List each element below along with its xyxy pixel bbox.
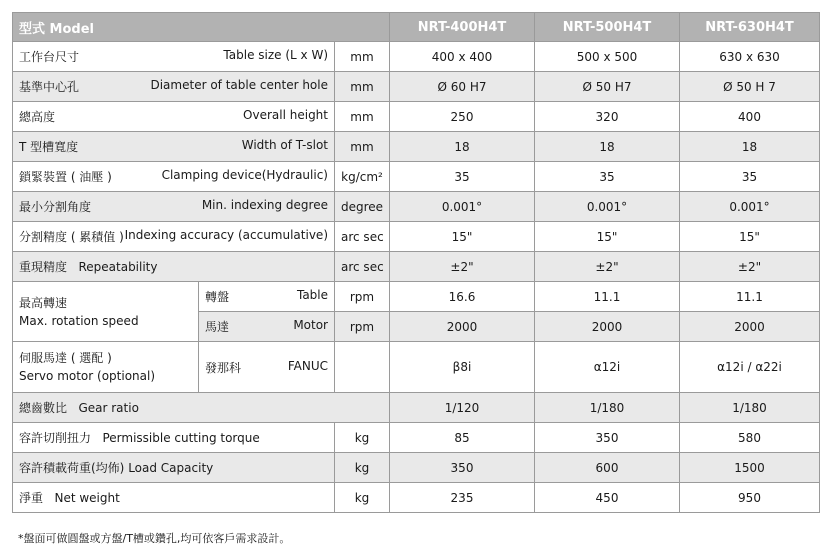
label-en: Gear ratio xyxy=(78,401,139,415)
label-en: Width of T-slot xyxy=(241,138,328,152)
sub-label xyxy=(199,312,335,342)
unit-cell: mm xyxy=(335,132,390,162)
label-en: Min. indexing degree xyxy=(201,198,328,212)
label-en: Net weight xyxy=(54,491,120,505)
table-row-t-slot xyxy=(13,132,820,162)
value-cell: 450 xyxy=(535,483,680,513)
sub-label-en: Motor xyxy=(293,318,328,332)
footnote: *盤面可做圓盤或方盤/T槽或鑽孔,均可依客戶需求設計。 xyxy=(18,532,291,545)
row-label xyxy=(13,453,335,483)
table-row-cutting-torque xyxy=(13,423,820,453)
value-cell: 1/120 xyxy=(390,393,535,423)
value-cell: 35 xyxy=(535,162,680,192)
label-cn: 最高轉速 xyxy=(19,295,68,310)
value-cell: 400 x 400 xyxy=(390,42,535,72)
value-cell: 580 xyxy=(680,423,820,453)
value-cell: α12i xyxy=(535,342,680,393)
value-cell: 18 xyxy=(680,132,820,162)
label-en: Diameter of table center hole xyxy=(150,78,328,92)
spec-table xyxy=(12,12,820,513)
label-en: Indexing accuracy (accumulative) xyxy=(124,228,328,242)
label-en: Repeatability xyxy=(78,260,158,274)
table-row-overall-height xyxy=(13,102,820,132)
table-row-center-hole xyxy=(13,72,820,102)
row-label xyxy=(13,132,335,162)
value-cell: 15" xyxy=(390,222,535,252)
label-cn: 總高度 xyxy=(19,110,56,124)
table-row-clamping xyxy=(13,162,820,192)
table-row-table-size xyxy=(13,42,820,72)
value-cell: 350 xyxy=(535,423,680,453)
value-cell: ±2" xyxy=(390,252,535,282)
value-cell: 0.001° xyxy=(680,192,820,222)
value-cell: β8i xyxy=(390,342,535,393)
label-cn: T 型槽寬度 xyxy=(19,140,79,154)
unit-cell xyxy=(335,342,390,393)
table-row-load-capacity xyxy=(13,453,820,483)
sub-label-cn: 轉盤 xyxy=(205,290,230,304)
table-row-min-indexing xyxy=(13,192,820,222)
value-cell: 85 xyxy=(390,423,535,453)
unit-cell: arc sec xyxy=(335,252,390,282)
label-cn: 容許切削扭力 xyxy=(19,431,92,445)
label-cn: 總齒數比 xyxy=(19,401,68,415)
value-cell: 35 xyxy=(390,162,535,192)
row-label xyxy=(13,222,335,252)
value-cell: ±2" xyxy=(680,252,820,282)
model-header-630: NRT-630H4T xyxy=(680,13,820,42)
table-row-net-weight xyxy=(13,483,820,513)
value-cell: 1/180 xyxy=(535,393,680,423)
row-label xyxy=(13,393,390,423)
row-label xyxy=(13,252,335,282)
header-row xyxy=(13,13,820,42)
unit-cell: kg xyxy=(335,453,390,483)
value-cell: 2000 xyxy=(680,312,820,342)
value-cell: 18 xyxy=(535,132,680,162)
unit-cell: kg/cm² xyxy=(335,162,390,192)
value-cell: 350 xyxy=(390,453,535,483)
value-cell: 630 x 630 xyxy=(680,42,820,72)
value-cell: 235 xyxy=(390,483,535,513)
sub-label xyxy=(199,342,335,393)
sub-label-cn: 發那科 xyxy=(205,360,242,375)
row-label xyxy=(13,423,335,453)
unit-cell: kg xyxy=(335,423,390,453)
value-cell: Ø 60 H7 xyxy=(390,72,535,102)
label-en: Servo motor (optional) xyxy=(19,369,156,383)
row-label xyxy=(13,282,199,342)
value-cell: 1500 xyxy=(680,453,820,483)
label-cn: 鎖緊裝置 ( 油壓 ) xyxy=(19,170,112,184)
value-cell: 18 xyxy=(390,132,535,162)
label-cn: 重現精度 xyxy=(19,260,68,274)
value-cell: 950 xyxy=(680,483,820,513)
row-label xyxy=(13,162,335,192)
value-cell: 250 xyxy=(390,102,535,132)
label-en: Clamping device(Hydraulic) xyxy=(161,168,328,182)
unit-cell: mm xyxy=(335,72,390,102)
value-cell: 320 xyxy=(535,102,680,132)
table-row-rotation-table xyxy=(13,282,820,312)
unit-cell: kg xyxy=(335,483,390,513)
model-header-500: NRT-500H4T xyxy=(535,13,680,42)
label-cn: 淨重 xyxy=(19,491,44,505)
value-cell: 16.6 xyxy=(390,282,535,312)
label-en: Max. rotation speed xyxy=(19,313,139,328)
value-cell: 15" xyxy=(535,222,680,252)
table-row-gear-ratio xyxy=(13,393,820,423)
model-header-400: NRT-400H4T xyxy=(390,13,535,42)
row-label xyxy=(13,192,335,222)
value-cell: 11.1 xyxy=(535,282,680,312)
sub-label-cn: 馬達 xyxy=(205,320,230,334)
unit-cell: arc sec xyxy=(335,222,390,252)
label-cn: 分割精度 ( 累積值 ) xyxy=(19,230,124,244)
label-en: Load Capacity xyxy=(128,461,214,475)
value-cell: 400 xyxy=(680,102,820,132)
value-cell: 2000 xyxy=(390,312,535,342)
table-row-repeatability xyxy=(13,252,820,282)
label-cn: 伺服馬達 ( 選配 ) xyxy=(19,351,112,365)
sub-label-en: FANUC xyxy=(287,358,328,373)
label-cn: 工作台尺寸 xyxy=(19,50,80,64)
label-en: Permissible cutting torque xyxy=(102,431,260,445)
model-header-label: 型式 Model xyxy=(13,13,390,42)
value-cell: ±2" xyxy=(535,252,680,282)
table-row-indexing-accuracy xyxy=(13,222,820,252)
label-en: Overall height xyxy=(243,108,328,122)
value-cell: Ø 50 H7 xyxy=(535,72,680,102)
value-cell: 2000 xyxy=(535,312,680,342)
label-cn: 容許積載荷重(均佈) xyxy=(19,461,125,475)
unit-cell: degree xyxy=(335,192,390,222)
unit-cell: mm xyxy=(335,42,390,72)
row-label xyxy=(13,42,335,72)
value-cell: 0.001° xyxy=(535,192,680,222)
row-label xyxy=(13,342,199,393)
row-label xyxy=(13,102,335,132)
value-cell: 35 xyxy=(680,162,820,192)
value-cell: 1/180 xyxy=(680,393,820,423)
value-cell: Ø 50 H 7 xyxy=(680,72,820,102)
value-cell: 0.001° xyxy=(390,192,535,222)
label-cn: 基準中心孔 xyxy=(19,80,80,94)
table-row-servo-motor xyxy=(13,342,820,393)
value-cell: α12i / α22i xyxy=(680,342,820,393)
row-label xyxy=(13,72,335,102)
unit-cell: rpm xyxy=(335,312,390,342)
value-cell: 15" xyxy=(680,222,820,252)
unit-cell: rpm xyxy=(335,282,390,312)
label-en: Table size (L x W) xyxy=(223,48,328,62)
sub-label xyxy=(199,282,335,312)
value-cell: 500 x 500 xyxy=(535,42,680,72)
value-cell: 11.1 xyxy=(680,282,820,312)
sub-label-en: Table xyxy=(296,288,328,302)
row-label xyxy=(13,483,335,513)
label-cn: 最小分割角度 xyxy=(19,200,92,214)
unit-cell: mm xyxy=(335,102,390,132)
value-cell: 600 xyxy=(535,453,680,483)
